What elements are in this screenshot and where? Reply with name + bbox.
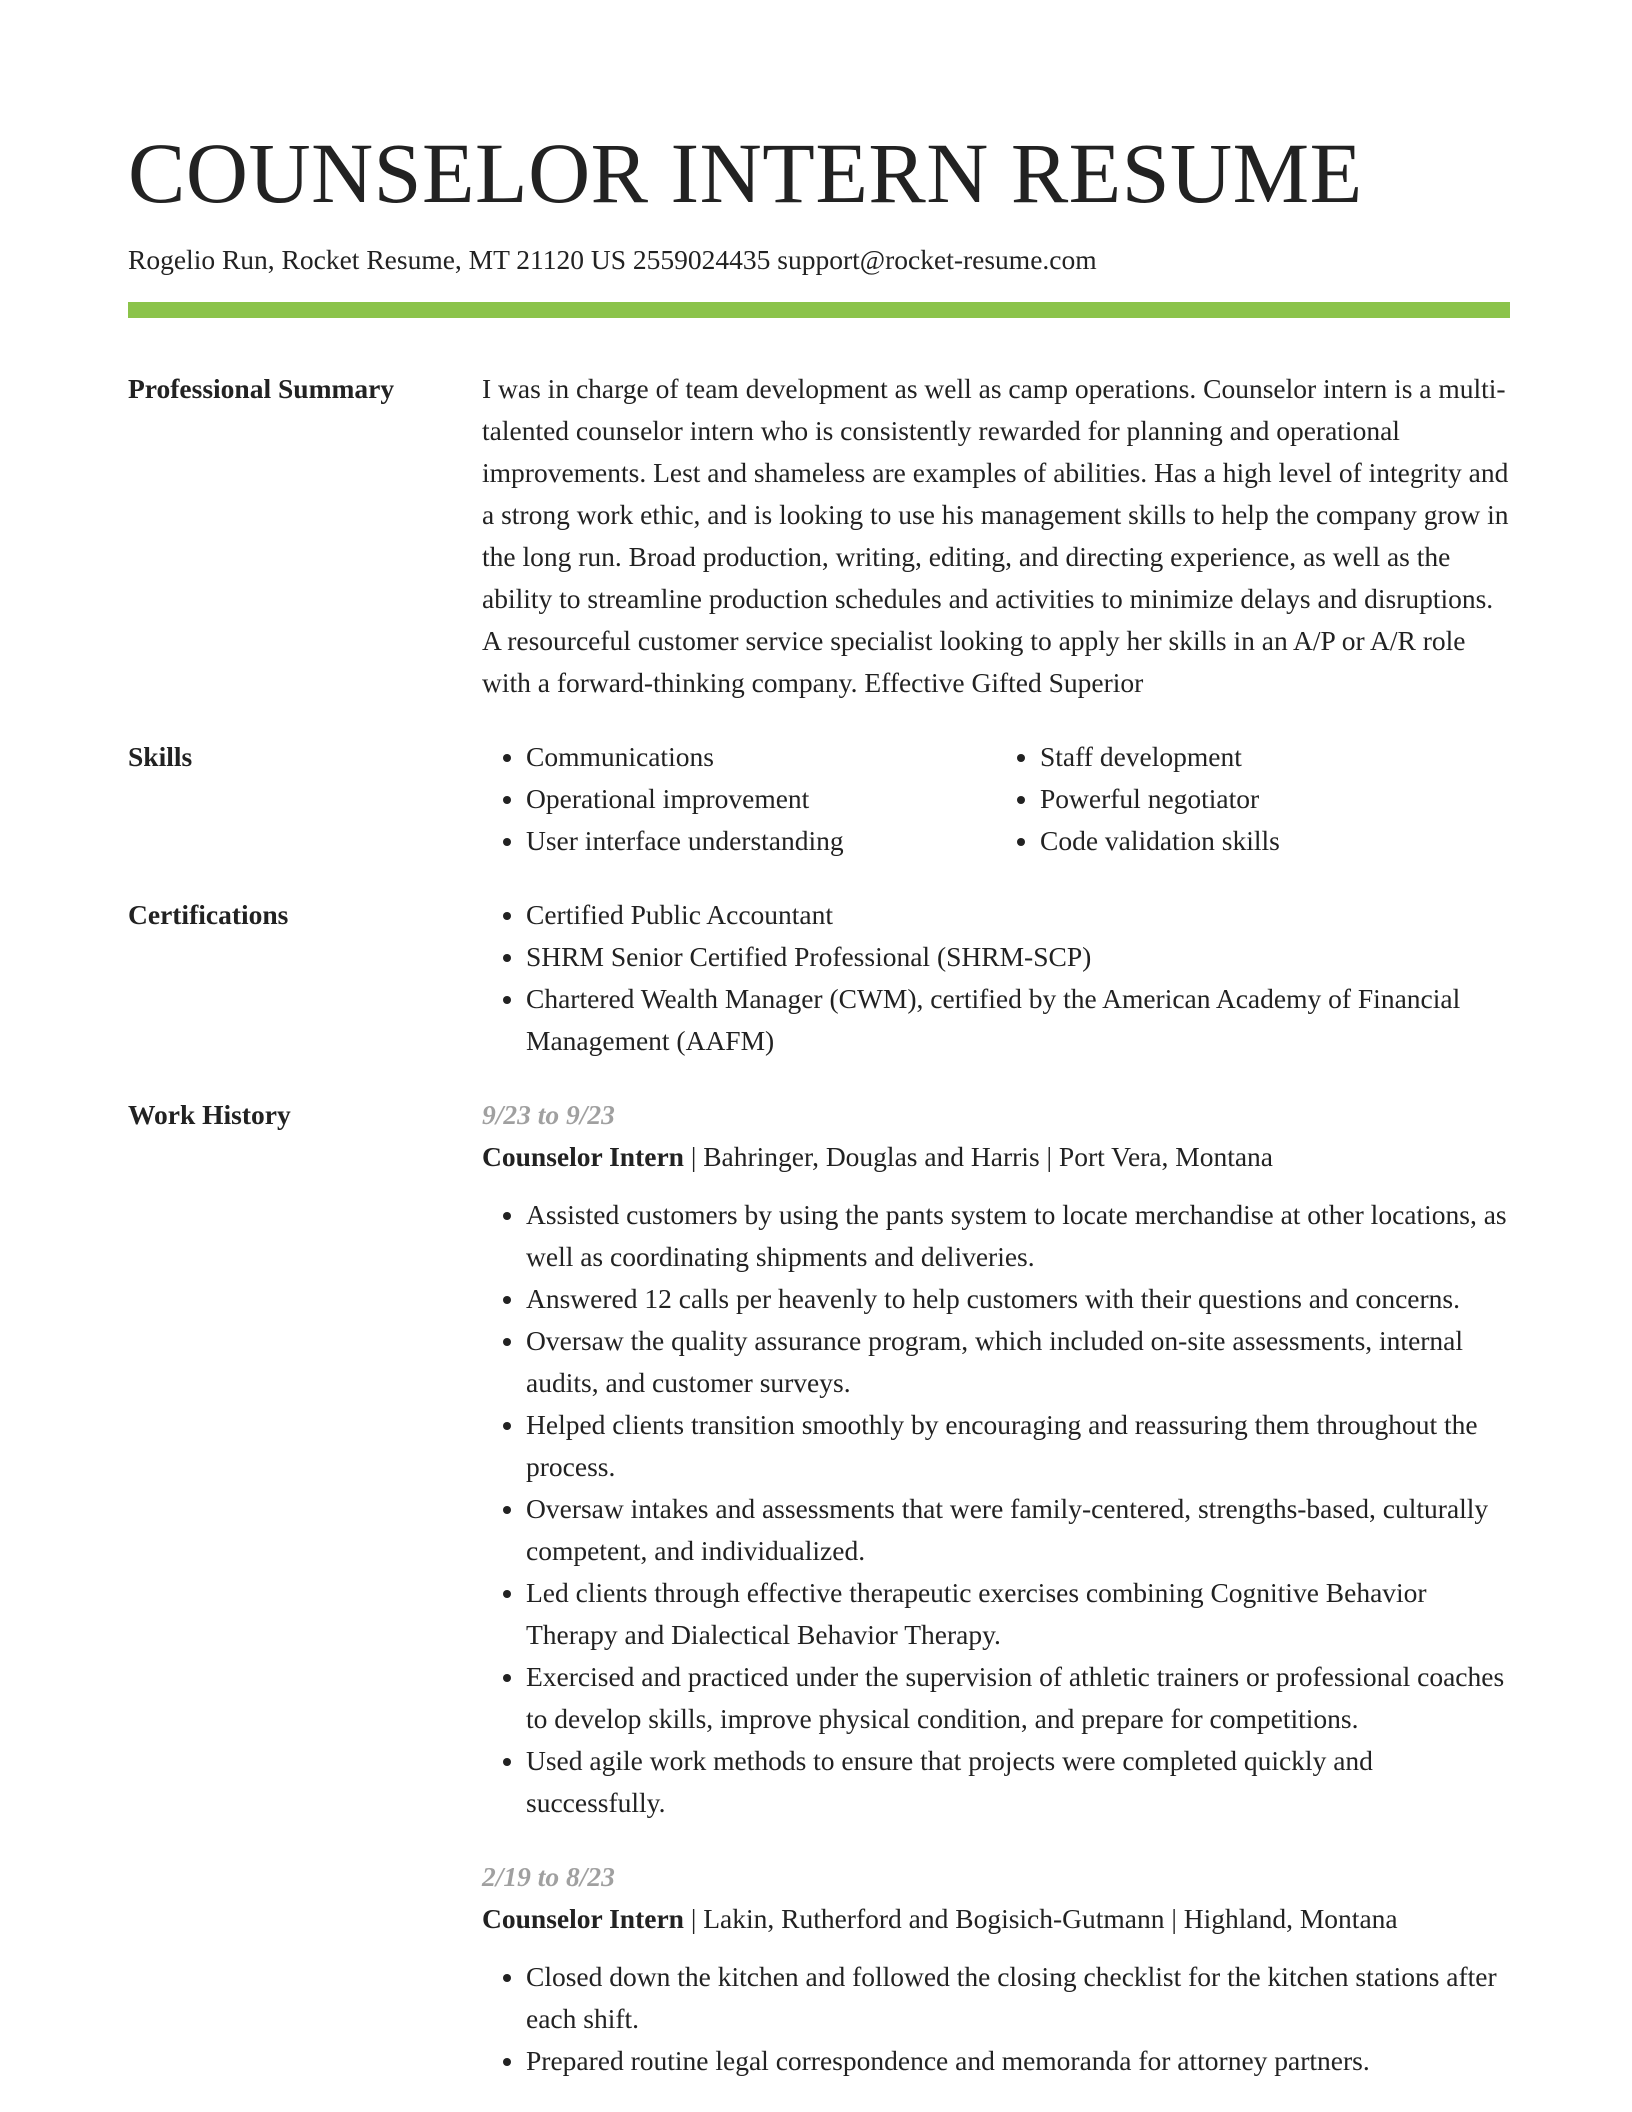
skill-item: • Communications: [526, 736, 996, 778]
section-label-skills: Skills: [128, 741, 193, 772]
job-bullet: • Closed down the kitchen and followed the closing checklist for the kitchen stations after each shift.: [526, 1956, 1510, 2040]
skills-section: [128, 736, 1510, 862]
job-bullet: • Exercised and practiced under the supervision of athletic trainers or professional coaches to develop skills, improve physical condition, and prepare for competitions.: [526, 1656, 1510, 1740]
job-bullet: • Helped clients transition smoothly by encouraging and reassuring them throughout the process.: [526, 1404, 1510, 1488]
summary-body: [482, 368, 1510, 704]
skill-item: • User interface understanding: [526, 820, 996, 862]
job-bullets: [482, 1194, 1510, 1824]
resume-title: COUNSELOR INTERN RESUME: [128, 125, 1363, 221]
certifications-section: [128, 894, 1510, 1062]
summary-text: I was in charge of team development as well as camp operations. Counselor intern is a multi-talented counselor intern who is consistently rewarded for planning and operational improvements. Lest and shameless are examples of abilities. Has a high level of integrity and a strong work ethic, and is looking to use his management skills to help the company grow in the long run. Broad production, writing, editing, and directing experience, as well as the ability to streamline production schedules and activities to minimize delays and disruptions. A resourceful customer service specialist looking to apply her skills in an A/P or A/R role with a forward-thinking company. Effective Gifted Superior: [482, 373, 1509, 698]
job-entry: [482, 1856, 1510, 2082]
professional-summary-section: [128, 368, 1510, 704]
certification-item: • Chartered Wealth Manager (CWM), certified by the American Academy of Financial Management (AAFM): [526, 978, 1510, 1062]
job-bullet: • Used agile work methods to ensure that projects were completed quickly and successfully.: [526, 1740, 1510, 1824]
skills-list-left: [482, 736, 996, 862]
job-entry: [482, 1094, 1510, 1824]
job-bullet: • Assisted customers by using the pants system to locate merchandise at other locations, as well as coordinating shipments and deliveries.: [526, 1194, 1510, 1278]
skills-list-right: [996, 736, 1510, 862]
section-label-summary: Professional Summary: [128, 373, 395, 404]
job-bullet: • Prepared routine legal correspondence and memoranda for attorney partners.: [526, 2040, 1510, 2082]
accent-divider: [128, 302, 1510, 318]
skill-item: • Staff development: [1040, 736, 1510, 778]
job-bullet: • Answered 12 calls per heavenly to help customers with their questions and concerns.: [526, 1278, 1510, 1320]
job-heading: [482, 1136, 1510, 1178]
job-bullets: [482, 1956, 1510, 2082]
job-dates: 9/23 to 9/23: [482, 1099, 615, 1130]
skill-item: • Powerful negotiator: [1040, 778, 1510, 820]
job-bullet: • Led clients through effective therapeutic exercises combining Cognitive Behavior Therapy and Dialectical Behavior Therapy.: [526, 1572, 1510, 1656]
work-history-body: [482, 1094, 1510, 2082]
job-title: Counselor Intern: [482, 1141, 684, 1172]
section-label-work-history: Work History: [128, 1099, 291, 1130]
certifications-list: [482, 894, 1510, 1062]
certification-item: • Certified Public Accountant: [526, 894, 1510, 936]
job-heading: [482, 1898, 1510, 1940]
skill-item: • Operational improvement: [526, 778, 996, 820]
skill-item: • Code validation skills: [1040, 820, 1510, 862]
skills-grid: [482, 736, 1510, 862]
certification-item: • SHRM Senior Certified Professional (SHRM-SCP): [526, 936, 1510, 978]
job-title: Counselor Intern: [482, 1903, 684, 1934]
job-employer-location: | Bahringer, Douglas and Harris | Port Vera, Montana: [683, 1141, 1274, 1172]
work-history-section: [128, 1094, 1510, 2082]
job-bullet: • Oversaw intakes and assessments that were family-centered, strengths-based, culturally competent, and individualized.: [526, 1488, 1510, 1572]
section-label-certifications: Certifications: [128, 899, 289, 930]
resume-page: [128, 0, 1510, 2082]
contact-line: Rogelio Run, Rocket Resume, MT 21120 US 2559024435 support@rocket-resume.com: [128, 244, 1097, 275]
certifications-body: [482, 894, 1510, 1062]
job-bullet: • Oversaw the quality assurance program, which included on-site assessments, internal audits, and customer surveys.: [526, 1320, 1510, 1404]
job-dates: 2/19 to 8/23: [482, 1861, 615, 1892]
job-employer-location: | Lakin, Rutherford and Bogisich-Gutmann | Highland, Montana: [683, 1903, 1398, 1934]
